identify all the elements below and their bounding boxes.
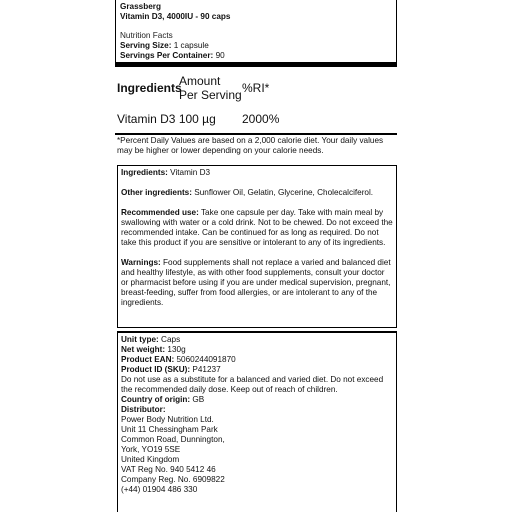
serving-size-value: 1 capsule [173, 41, 209, 50]
col-amount-header: Amount Per Serving [179, 74, 242, 102]
distributor-line: (+44) 01904 486 330 [121, 485, 198, 494]
sku-value: P41237 [192, 365, 221, 374]
facts-table-row [117, 112, 395, 126]
recommended-use-label: Recommended use: [121, 208, 199, 217]
nutrient-amount: 100 µg [178, 112, 216, 126]
servings-per-container-row [120, 51, 392, 61]
facts-table [117, 67, 395, 126]
nutrient-name: Vitamin D3 [117, 112, 176, 126]
product-name: Vitamin D3, 4000IU - 90 caps [120, 12, 231, 21]
nutrient-cell [117, 112, 242, 126]
distributor-line: Common Road, Dunnington, [121, 435, 225, 444]
net-weight-row [121, 345, 393, 355]
warnings-paragraph [121, 258, 393, 308]
col-ingredients-header: Ingredients [117, 81, 182, 95]
daily-values-footnote: *Percent Daily Values are based on a 2,000 calorie diet. Your daily values may be higher or lower depending on your calorie needs. [117, 136, 384, 155]
servings-per-container-label: Servings Per Container: [120, 51, 214, 60]
substitute-note: Do not use as a substitute for a balanced and varied diet. Do not exceed the recommended daily dose. Keep out of reach of children. [121, 375, 384, 394]
col-ri-header: %RI* [242, 81, 270, 95]
ingredients-label: Ingredients: [121, 168, 168, 177]
thin-divider [115, 133, 397, 135]
details-panel [117, 165, 397, 328]
unit-type-label: Unit type: [121, 335, 159, 344]
serving-size-label: Serving Size: [120, 41, 172, 50]
warnings-label: Warnings: [121, 258, 161, 267]
product-info-panel [117, 331, 397, 512]
unit-type-row [121, 335, 393, 345]
ean-row [121, 355, 393, 365]
unit-type-value: Caps [161, 335, 181, 344]
recommended-use-paragraph [121, 208, 393, 248]
net-weight-label: Net weight: [121, 345, 166, 354]
distributor-line: Unit 11 Chessingham Park [121, 425, 218, 434]
servings-per-container-value: 90 [215, 51, 225, 60]
other-ingredients-label: Other ingredients: [121, 188, 192, 197]
distributor-line: Power Body Nutrition Ltd. [121, 415, 214, 424]
origin-value: GB [192, 395, 205, 404]
origin-label: Country of origin: [121, 395, 191, 404]
nutrient-ri: 2000% [242, 112, 280, 126]
distributor-label: Distributor: [121, 405, 166, 414]
origin-row [121, 395, 393, 405]
ean-label: Product EAN: [121, 355, 175, 364]
facts-table-header [117, 67, 395, 109]
sku-row [121, 365, 393, 375]
other-ingredients-paragraph [121, 188, 393, 198]
distributor-line: VAT Reg No. 940 5412 46 [121, 465, 216, 474]
other-ingredients-value: Sunflower Oil, Gelatin, Glycerine, Cholecalciferol. [194, 188, 374, 197]
distributor-line: York, YO19 5SE [121, 445, 181, 454]
product-header-panel [115, 0, 397, 63]
brand-name: Grassberg [120, 2, 161, 11]
distributor-line: Company Reg. No. 6909822 [121, 475, 225, 484]
nutrition-facts-title: Nutrition Facts [120, 31, 173, 40]
ingredients-paragraph [121, 168, 393, 178]
ean-value: 5060244091870 [176, 355, 236, 364]
net-weight-value: 130g [167, 345, 186, 354]
recommended-use-value: Take one capsule per day. Take with main meal by swallowing with water or a cold drink. Not to be chewed. Do not exceed the recommended intake. Can be continued for as long as required. Do not take this product if you are sensitive or intolerant to any of its ingredients. [121, 208, 393, 247]
warnings-value: Food supplements shall not replace a varied and balanced diet and healthy lifestyle, as with other food supplements, consult your doctor or pharmacist before using if you are under medical supervision, pregnant, breast-feeding, suffer from food allergies, or are intolerant to any of the ingredients. [121, 258, 391, 307]
distributor-line: United Kingdom [121, 455, 180, 464]
sku-label: Product ID (SKU): [121, 365, 191, 374]
ingredients-value: Vitamin D3 [170, 168, 211, 177]
serving-size-row [120, 41, 392, 51]
